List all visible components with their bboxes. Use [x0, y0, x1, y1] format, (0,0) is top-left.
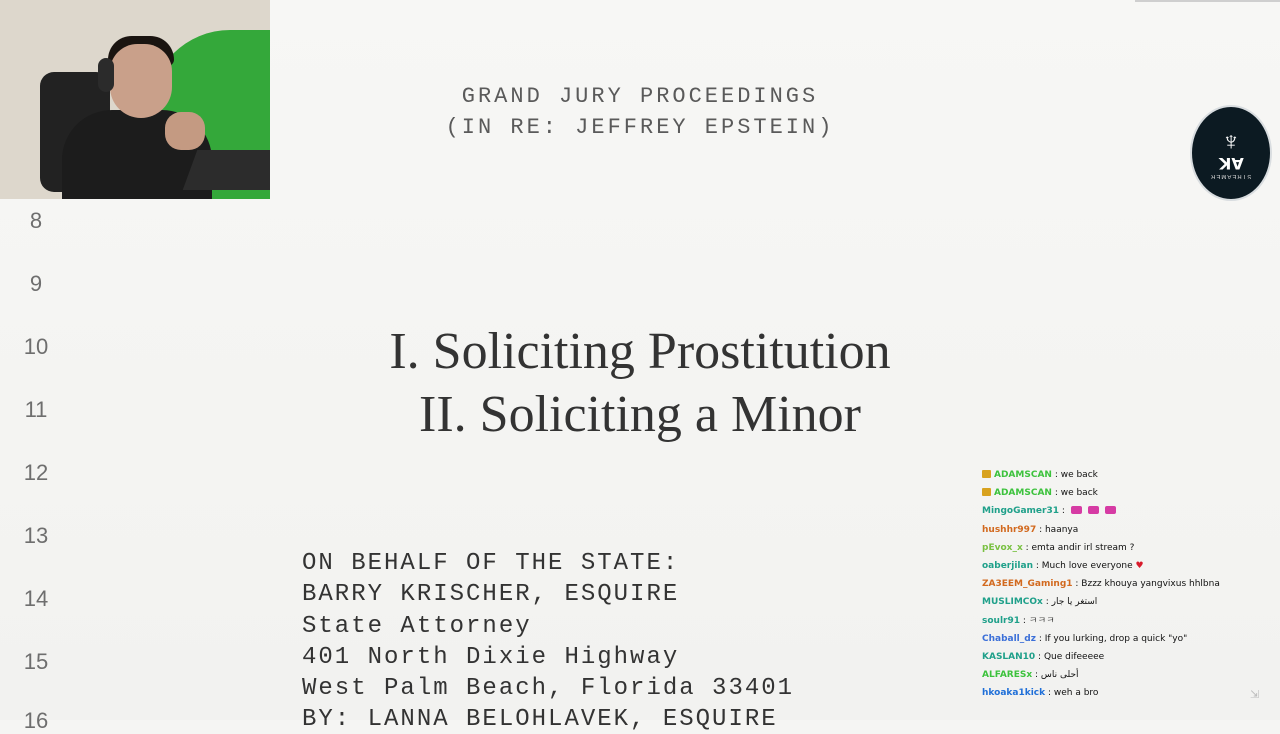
chat-message: [982, 593, 1262, 611]
chat-text: : we back: [1051, 470, 1098, 480]
party-line: BARRY KRISCHER, ESQUIRE: [302, 581, 680, 608]
channel-logo: [1190, 105, 1272, 201]
chat-text: : If you lurking, drop a quick "yo": [1035, 633, 1188, 644]
chat-emote-icon: [1105, 506, 1116, 514]
chat-message: [982, 557, 1262, 575]
chat-message: [982, 484, 1262, 502]
chat-text: : استغر يا جار: [1042, 597, 1098, 608]
chat-text: :: [1058, 506, 1068, 517]
chat-text: : emta andir irl stream ?: [1022, 542, 1135, 553]
chat-emote-icon: [1071, 506, 1082, 514]
streamer-hands: [165, 112, 205, 150]
chat-message: [982, 575, 1262, 593]
line-number: 16: [23, 708, 49, 733]
charge-one: I. Soliciting Prostitution: [389, 323, 891, 380]
chat-username[interactable]: KASLAN10: [982, 652, 1036, 663]
document-header-subtitle: (IN RE: JEFFREY EPSTEIN): [445, 115, 835, 140]
line-number: 10: [23, 334, 49, 359]
subscriber-badge-icon: [982, 470, 991, 478]
logo-monogram: AK: [1218, 153, 1244, 173]
party-line: West Palm Beach, Florida 33401: [302, 675, 795, 702]
chat-text: : we back: [1051, 488, 1098, 499]
chat-username[interactable]: Chaball_dz: [982, 633, 1036, 644]
eagle-icon: ♆: [1221, 125, 1241, 156]
subscriber-badge-icon: [982, 488, 991, 496]
heart-icon: ♥: [1135, 561, 1144, 572]
chat-message: [982, 648, 1262, 666]
party-line: State Attorney: [302, 613, 532, 640]
party-line: BY: LANNA BELOHLAVEK, ESQUIRE: [302, 706, 778, 733]
chat-text: : haanya: [1036, 524, 1079, 535]
chat-message: [982, 466, 1262, 484]
chat-message: [982, 666, 1262, 684]
line-number: 12: [23, 460, 49, 485]
chat-username[interactable]: oaberjilan: [982, 561, 1033, 572]
top-divider: [1135, 0, 1280, 2]
line-number: 9: [29, 271, 43, 296]
chat-text: : weh a bro: [1045, 688, 1099, 699]
chat-text: : ㅋㅋㅋ: [1020, 615, 1055, 626]
chat-username[interactable]: ADAMSCAN: [994, 488, 1052, 499]
line-number: 15: [23, 649, 49, 674]
line-number: 11: [24, 397, 48, 422]
document-header-title: GRAND JURY PROCEEDINGS: [461, 84, 819, 109]
party-line: ON BEHALF OF THE STATE:: [302, 550, 680, 577]
chat-username[interactable]: hkoaka1kick: [982, 688, 1046, 699]
chat-message: [982, 521, 1262, 539]
line-number: 14: [23, 586, 49, 611]
chat-username[interactable]: soulr91: [982, 615, 1020, 626]
chat-overlay: [982, 466, 1262, 703]
headset-icon: [98, 58, 114, 92]
party-line: 401 North Dixie Highway: [302, 644, 680, 671]
chat-message: [982, 539, 1262, 557]
streamer-head: [110, 44, 172, 118]
chat-username[interactable]: ADAMSCAN: [994, 470, 1052, 480]
chat-text: : Que difeeeee: [1035, 652, 1105, 663]
resize-icon: ⇲: [1250, 689, 1260, 701]
line-number: 8: [29, 208, 43, 233]
keyboard: [183, 150, 270, 190]
chat-message: [982, 630, 1262, 648]
chat-username[interactable]: ZA3EEM_Gaming1: [982, 579, 1073, 590]
chat-emote-icon: [1088, 506, 1099, 514]
charge-two: II. Soliciting a Minor: [419, 386, 861, 443]
webcam-overlay: [0, 0, 270, 199]
chat-username[interactable]: MingoGamer31: [982, 506, 1059, 517]
chat-text: : Much love everyone: [1032, 561, 1136, 572]
chat-message: [982, 502, 1262, 520]
chat-username[interactable]: pEvox_x: [982, 542, 1023, 553]
chat-text: : أحلى ناس: [1032, 670, 1079, 681]
chat-message: [982, 684, 1262, 702]
chat-username[interactable]: ALFARESx: [982, 670, 1033, 681]
chat-text: : Bzzz khouya yangvixus hhlbna: [1072, 579, 1220, 590]
chat-message: [982, 612, 1262, 630]
chat-username[interactable]: MUSLIMCOx: [982, 597, 1043, 608]
logo-small-text: STREAMER: [1210, 172, 1252, 179]
chat-username[interactable]: hushhr997: [982, 524, 1037, 535]
line-number: 13: [23, 523, 49, 548]
